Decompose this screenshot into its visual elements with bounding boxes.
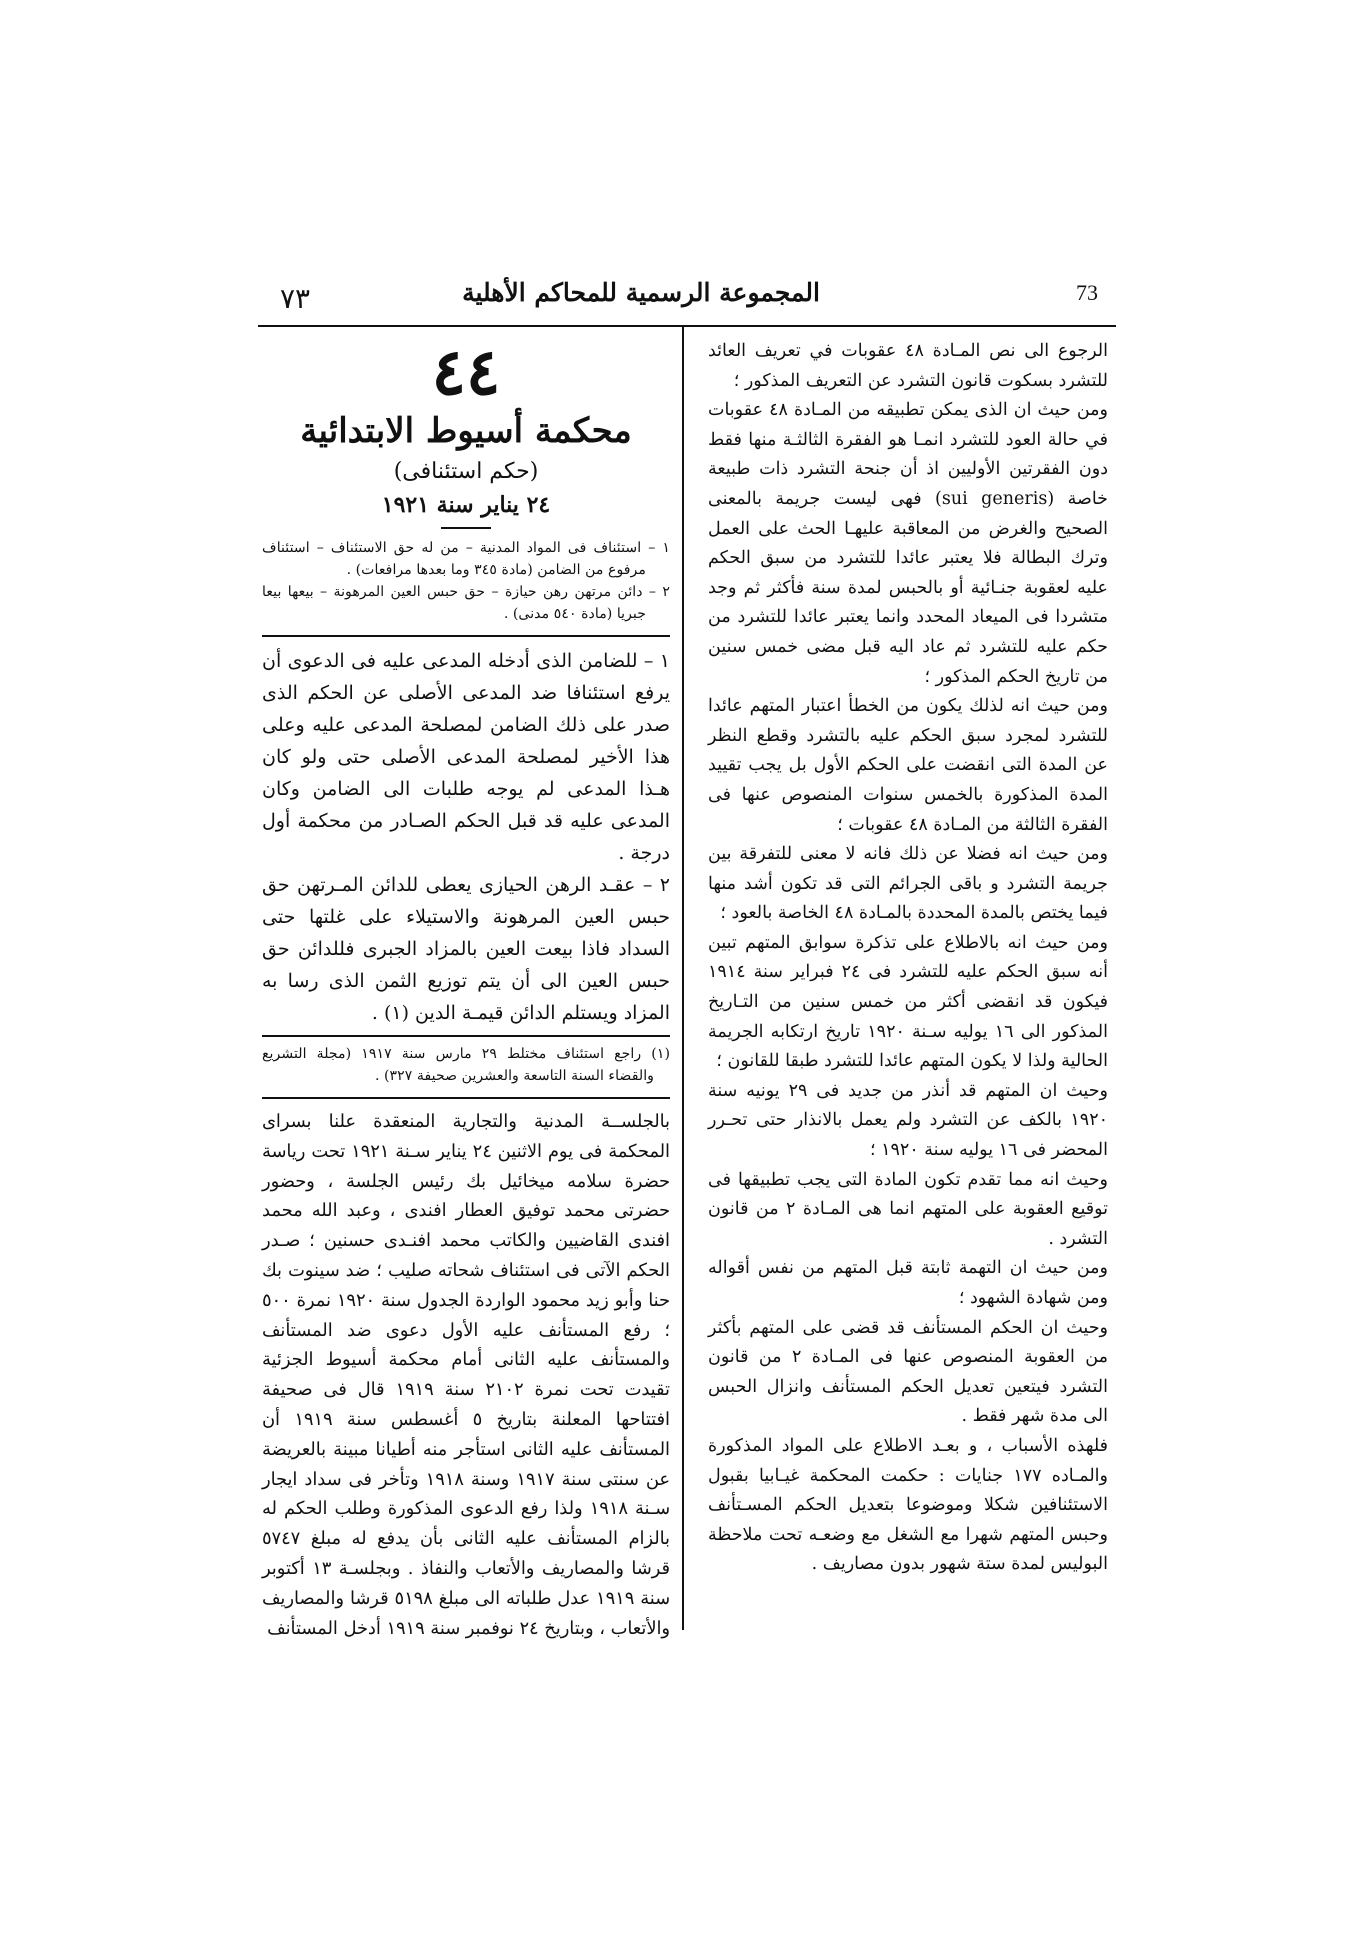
judgment-date: ٢٤ يناير سنة ١٩٢١: [381, 492, 551, 518]
section-divider: [262, 635, 670, 637]
case-number: ٤٤: [431, 335, 501, 410]
paragraph: ومن حيث انه لذلك يكون من الخطأ اعتبار المتهم عائدا للتشرد لمجرد سبق الحكم عليه بالتشرد وقطع النظر عن المدة التى انقضت على الحكم الأول بل يجب تقييد المدة المذكورة بالخمس سنوات المنصوص عنها فى الفقرة الثالثة من المـادة ٤٨ عقوبات ؛: [708, 696, 1108, 835]
right-column: [708, 337, 1108, 1580]
summary-point: ١ – استئناف فى المواد المدنية – من له حق الاستئناف – استئناف مرفوع من الضامن (مادة ٣٤٥ وما بعدها مرافعات) .: [262, 540, 670, 578]
page-number-latin: 73: [1076, 280, 1098, 305]
footnote-rule: [262, 1035, 670, 1037]
short-divider: [441, 527, 491, 529]
footnote: (١) راجع استئناف مختلط ٢٩ مارس سنة ١٩١٧ (مجلة التشريع والقضاء السنة التاسعة والعشرين صحيفة ٣٢٧) .: [262, 1046, 670, 1084]
paragraph: وحيث انه مما تقدم تكون المادة التى يجب تطبيقها فى توقيع العقوبة على المتهم انما هى المـادة ٢ من قانون التشرد .: [708, 1169, 1108, 1249]
paragraph: ومن حيث انه بالاطلاع على تذكرة سوابق المتهم تبين أنه سبق الحكم عليه للتشرد فى ٢٤ فبراير سنة ١٩١٤ فيكون قد انقضى أكثر من خمس سنين من التـاريخ المذكور الى ١٦ يوليه سـنة ١٩٢٠ تاريخ ارتكابه الجريمة الحالية ولذا لا يكون المتهم عائدا للتشرد طبقا للقانون ؛: [708, 932, 1108, 1072]
paragraph: وحيث ان الحكم المستأنف قد قضى على المتهم بأكثر من العقوبة المنصوص عنها فى المـادة ٢ من قانون التشرد فيتعين تعديل الحكم المستأنف وانزال الحبس الى مدة شهر فقط .: [708, 1317, 1108, 1427]
paragraph: الرجوع الى نص المـادة ٤٨ عقوبات في تعريف العائد للتشرد بسكوت قانون التشرد عن التعريف المذكور ؛: [708, 341, 1108, 391]
summary-points: [262, 537, 670, 625]
paragraph: ومن حيث ان الذى يمكن تطبيقه من المـادة ٤٨ عقوبات في حالة العود للتشرد انمـا هو الفقرة الثالثـة منها فقط دون الفقرتين الأوليين اذ أن جنحة التشرد ذات طبيعة خاصة (sui generis) فهى ليست جريمة بالمعنى الصحيح والغرض من المعاقبة عليهـا الحث على العمل وترك البطالة فلا يعتبر عائدا للتشرد من سبق الحكم عليه لعقوبة جنـائية أو بالحبس لمدة سنة فأكثر ثم وجد متشردا فى الميعاد المحدد وانما يعتبر عائدا للتشرد من حكم عليه للتشرد ثم عاد اليه قبل مضى خمس سنين من تاريخ الحكم المذكور ؛: [708, 400, 1108, 687]
paragraph: وحيث ان المتهم قد أنذر من جديد فى ٢٩ يونيه سنة ١٩٢٠ بالكف عن التشرد ولم يعمل بالانذار حتى تحـرر المحضر فى ١٦ يوليه سنة ١٩٢٠ ؛: [708, 1080, 1108, 1161]
court-name: محكمة أسيوط الابتدائية: [300, 411, 632, 451]
section-divider: [262, 1097, 670, 1099]
left-column: [262, 337, 670, 1643]
principle-paragraph: ١ – للضامن الذى أدخله المدعى عليه فى الدعوى أن يرفع استئنافا ضد المدعى الأصلى عن الحكم الذى صدر على ذلك الضامن لمصلحة المدعى عليه وعلى هذا الأخير لمصلحة المدعى الأصلى حتى ولو كان هـذا المدعى لم يوجه طلبات الى الضامن وكان المدعى عليه قد قبل الحكم الصـادر من محكمة أول درجة .: [262, 650, 670, 864]
judgment-body: بالجلســة المدنية والتجارية المنعقدة علنا بسراى المحكمة فى يوم الاثنين ٢٤ يناير سـنة ١٩٢١ تحت رياسة حضرة سلامه ميخائيل بك رئيس الجلسة ، وحضور حضرتى محمد توفيق العطار افندى ، وعبد الله محمد افندى القاضيين والكاتب محمد افنـدى حسنين ؛ صـدر الحكم الآتى فى استئناف شحاته صليب ؛ ضد سينوت بك حنا وأبو زيد محمود الواردة الجدول سنة ١٩٢٠ نمرة ٥٠٠ ؛ رفع المستأنف عليه الأول دعوى ضد المستأنف والمستأنف عليه الثانى أمام محكمة أسيوط الجزئية تقيدت تحت نمرة ٢١٠٢ سنة ١٩١٩ قال فى صحيفة افتتاحها المعلنة بتاريخ ٥ أغسطس سنة ١٩١٩ أن المستأنف عليه الثانى استأجر منه أطيانا مبينة بالعريضة عن سنتى سنة ١٩١٧ وسنة ١٩١٨ وتأخر فى سداد ايجار سـنة ١٩١٨ ولذا رفع الدعوى المذكورة وطلب الحكم له بالزام المستأنف عليه الثانى بأن يدفع له مبلغ ٥٧٤٧ قرشا والمصاريف والأتعاب والنفاذ . وبجلسـة ١٣ أكتوبر سنة ١٩١٩ عدل طلباته الى مبلغ ٥١٩٨ قرشا والمصاريف والأتعاب ، وبتاريخ ٢٤ نوفمبر سنة ١٩١٩ أدخل المستأنف: [262, 1111, 670, 1639]
running-header-title: المجموعة الرسمية للمحاكم الأهلية: [462, 278, 820, 307]
paragraph: ومن حيث ان التهمة ثابتة قبل المتهم من نفس أقواله ومن شهادة الشهود ؛: [708, 1258, 1108, 1308]
column-divider: [682, 325, 684, 1630]
page-number-arabic: ٧٣: [280, 282, 311, 315]
judgment-type: (حكم استئنافى): [393, 459, 539, 484]
paragraph: فلهذه الأسباب ، و بعـد الاطلاع على المواد المذكورة والمـاده ١٧٧ جنايات : حكمت المحكمة غيـابيا بقبول الاستئنافين شكلا وموضوعا بتعديل الحكم المسـتأنف وحبس المتهم شهرا مع الشغل مع وضعـه تحت ملاحظة البوليس لمدة ستة شهور بدون مصاريف .: [708, 1435, 1108, 1575]
summary-point: ٢ – دائن مرتهن رهن حيازة – حق حبس العين المرهونة – بيعها بيعا جبريا (مادة ٥٤٠ مدنى) .: [262, 584, 670, 622]
principle-paragraph: ٢ – عقـد الرهن الحيازى يعطى للدائن المـرتهن حق حبس العين المرهونة والاستيلاء على غلتها حتى السداد فاذا بيعت العين بالمزاد الجبرى فللدائن حق حبس العين الى أن يتم توزيع الثمن الذى رسا به المزاد ويستلم الدائن قيمـة الدين (١) .: [262, 874, 670, 1024]
paragraph: ومن حيث انه فضلا عن ذلك فانه لا معنى للتفرقة بين جريمة التشرد و باقى الجرائم التى قد تكون أشد منها فيما يختص بالمدة المحددة بالمـادة ٤٨ الخاصة بالعود ؛: [708, 844, 1108, 924]
header-rule: [258, 325, 1116, 327]
